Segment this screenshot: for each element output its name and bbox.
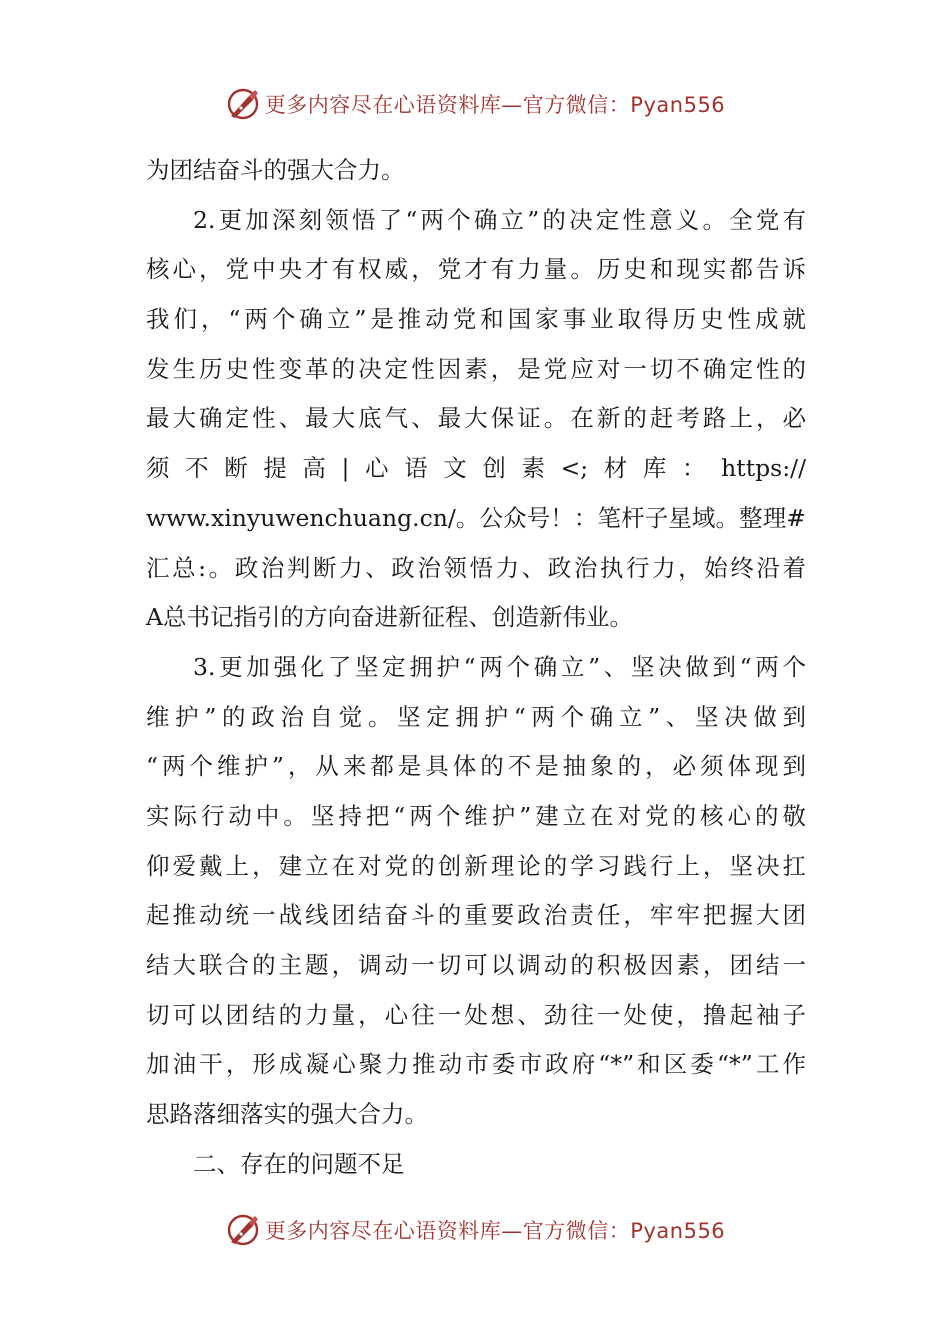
watermark-text: 更多内容尽在心语资料库—官方微信：Pyan556	[264, 93, 726, 117]
pen-nib-logo-icon	[225, 1212, 261, 1248]
section-heading: 二、存在的问题不足	[193, 1149, 405, 1178]
text-line: 起推动统一战线团结奋斗的重要政治责任，牢牢把握大团	[146, 901, 806, 930]
text-line: 须不断提高|心语文创素<;材库：https://	[146, 454, 806, 483]
text-line: 汇总:。政治判断力、政治领悟力、政治执行力，始终沿着	[146, 553, 806, 582]
text-line: 发生历史性变革的决定性因素，是党应对一切不确定性的	[146, 354, 806, 383]
text-line: 实际行动中。坚持把“两个维护”建立在对党的核心的敬	[146, 801, 806, 830]
text-line: “两个维护”，从来都是具体的不是抽象的，必须体现到	[146, 752, 806, 781]
text-line: 3.更加强化了坚定拥护“两个确立”、坚决做到“两个	[193, 652, 806, 681]
text-line: 维护”的政治自觉。坚定拥护“两个确立”、坚决做到	[146, 702, 806, 731]
text-line: 为团结奋斗的强大合力。	[146, 156, 405, 184]
document-body	[146, 146, 806, 1189]
text-line: 仰爱戴上，建立在对党的创新理论的学习践行上，坚决扛	[146, 851, 806, 880]
text-line: 结大联合的主题，调动一切可以调动的积极因素，团结一	[146, 951, 806, 979]
text-line: 切可以团结的力量，心往一处想、劲往一处使，撸起袖子	[146, 1000, 806, 1029]
header-watermark-banner	[0, 84, 950, 124]
watermark-text: 更多内容尽在心语资料库—官方微信：Pyan556	[264, 1219, 726, 1243]
text-line: www.xinyuwenchuang.cn/。公众号！：笔杆子星域。整理#	[146, 503, 806, 532]
text-line: A总书记指引的方向奋进新征程、创造新伟业。	[146, 603, 633, 632]
text-line: 核心，党中央才有权威，党才有力量。历史和现实都告诉	[146, 255, 806, 284]
pen-nib-logo-icon	[225, 86, 261, 122]
text-line: 思路落细落实的强大合力。	[146, 1100, 428, 1129]
text-line: 2.更加深刻领悟了“两个确立”的决定性意义。全党有	[193, 205, 806, 234]
text-line: 加油干，形成凝心聚力推动市委市政府“*”和区委“*”工作	[146, 1050, 806, 1079]
footer-watermark-banner	[0, 1210, 950, 1250]
text-line: 最大确定性、最大底气、最大保证。在新的赶考路上，必	[146, 404, 806, 433]
text-line: 我们，“两个确立”是推动党和国家事业取得历史性成就	[146, 305, 806, 334]
